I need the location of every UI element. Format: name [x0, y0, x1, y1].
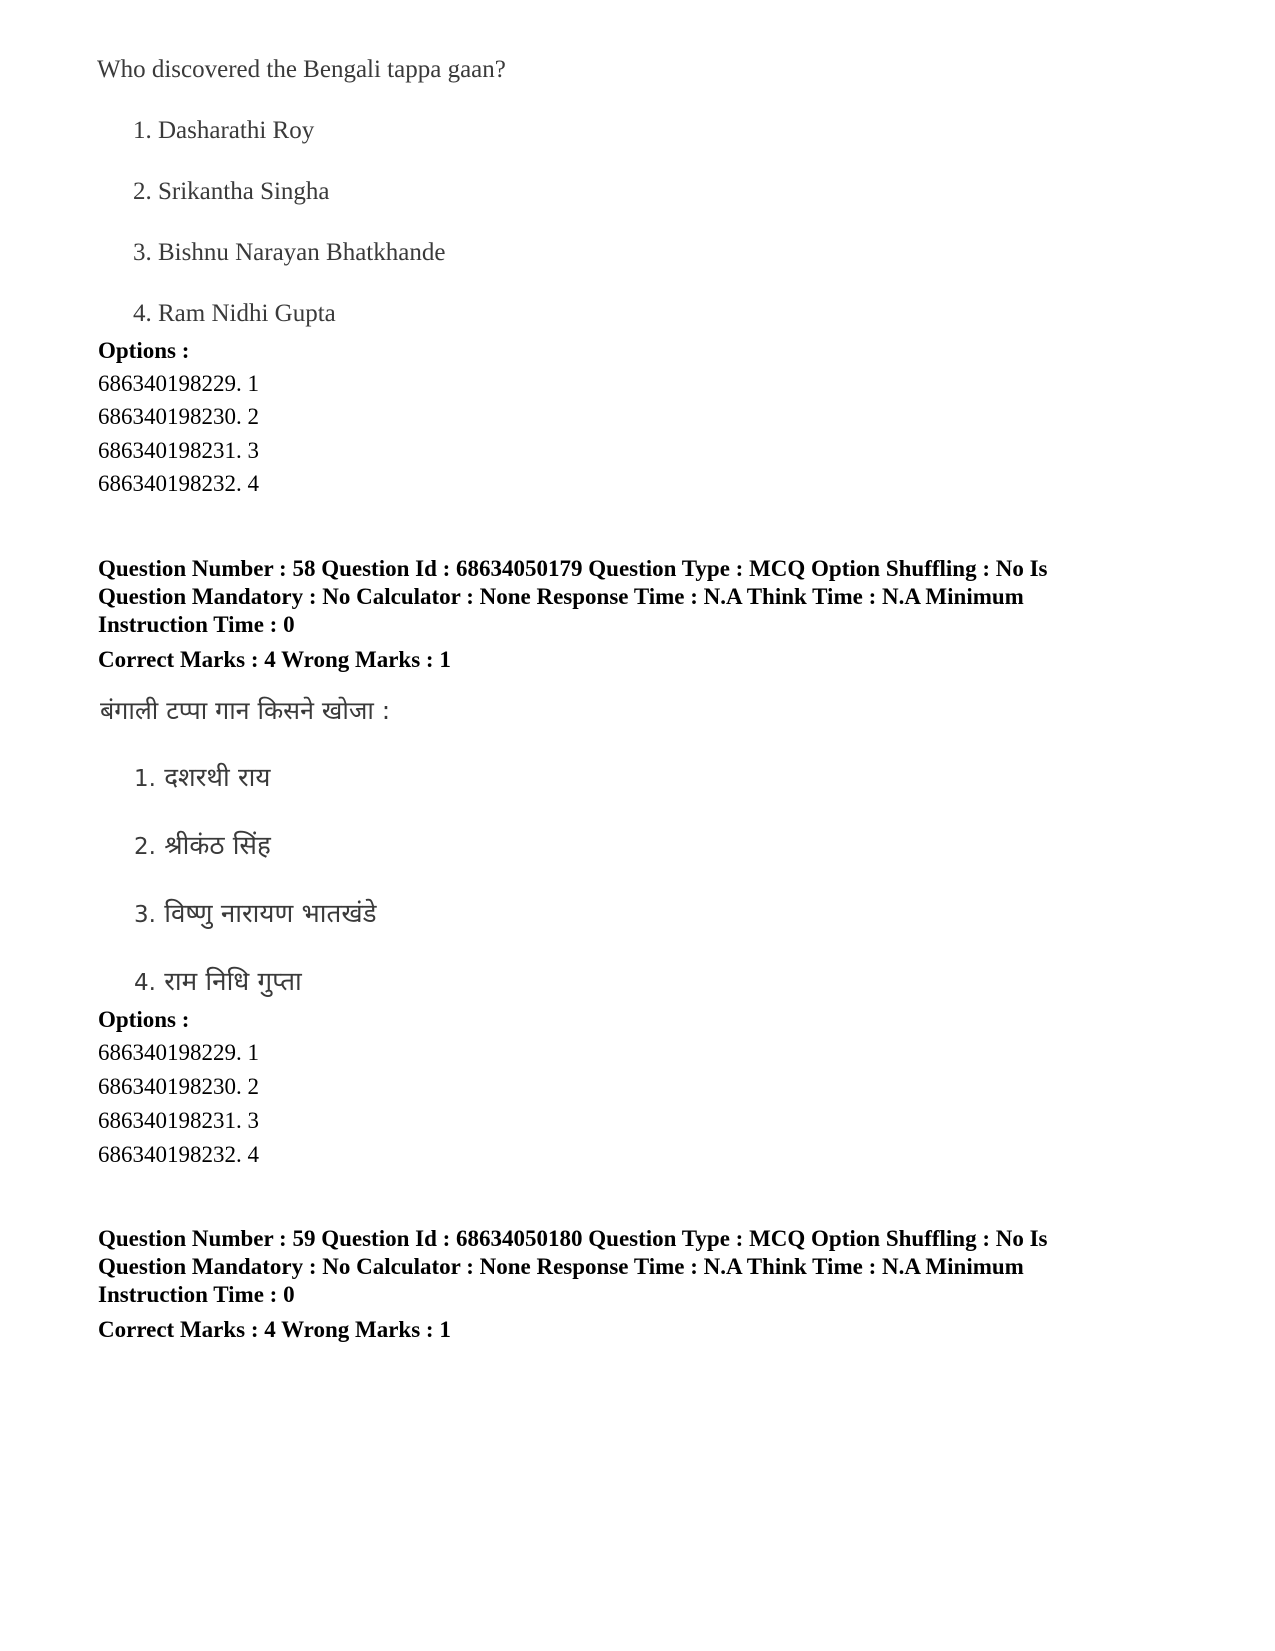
- option-id-4: 686340198232. 4: [98, 1142, 259, 1167]
- choice-text: श्रीकंठ सिंह: [164, 831, 271, 861]
- question-meta-line2: Question Mandatory : No Calculator : None Response Time : N.A Think Time : N.A Minimum: [98, 1254, 1024, 1279]
- question-meta-line3: Instruction Time : 0: [98, 1282, 295, 1307]
- option-id-1: 686340198229. 1: [98, 371, 259, 396]
- choice-2-en: 2. Srikantha Singha: [133, 178, 330, 205]
- question-meta-line2: Question Mandatory : No Calculator : None Response Time : N.A Think Time : N.A Minimum: [98, 584, 1024, 609]
- choice-text: राम निधि गुप्ता: [164, 967, 302, 997]
- question-meta-line3: Instruction Time : 0: [98, 612, 295, 637]
- choice-number: 3.: [134, 902, 156, 928]
- options-label: Options :: [98, 1007, 190, 1032]
- choice-text: विष्णु नारायण भातखंडे: [164, 899, 377, 929]
- choice-1-en: 1. Dasharathi Roy: [133, 117, 315, 144]
- choice-4-hi: [134, 962, 302, 998]
- options-label: Options :: [98, 338, 190, 363]
- option-id-2: 686340198230. 2: [98, 1074, 259, 1099]
- option-id-1: 686340198229. 1: [98, 1040, 259, 1065]
- choice-2-hi: [134, 826, 271, 862]
- choice-text: दशरथी राय: [164, 763, 271, 793]
- option-id-3: 686340198231. 3: [98, 438, 259, 463]
- option-id-3: 686340198231. 3: [98, 1108, 259, 1133]
- option-id-4: 686340198232. 4: [98, 471, 259, 496]
- choice-4-en: 4. Ram Nidhi Gupta: [133, 300, 336, 327]
- choice-number: 2.: [134, 834, 156, 860]
- option-id-2: 686340198230. 2: [98, 404, 259, 429]
- question-meta-line1: Question Number : 59 Question Id : 68634050180 Question Type : MCQ Option Shuffling : No Is: [98, 1226, 1048, 1251]
- choice-3-en: 3. Bishnu Narayan Bhatkhande: [133, 239, 446, 266]
- choice-number: 1.: [134, 766, 156, 792]
- choice-1-hi: [134, 758, 270, 794]
- choice-3-hi: [134, 894, 377, 930]
- question-meta-line1: Question Number : 58 Question Id : 68634050179 Question Type : MCQ Option Shuffling : No Is: [98, 556, 1048, 581]
- question-text-en: Who discovered the Bengali tappa gaan?: [97, 56, 506, 83]
- choice-number: 4.: [134, 970, 156, 996]
- question-marks: Correct Marks : 4 Wrong Marks : 1: [98, 647, 451, 672]
- question-marks: Correct Marks : 4 Wrong Marks : 1: [98, 1317, 451, 1342]
- question-text-hi: बंगाली टप्पा गान किसने खोजा :: [100, 696, 391, 725]
